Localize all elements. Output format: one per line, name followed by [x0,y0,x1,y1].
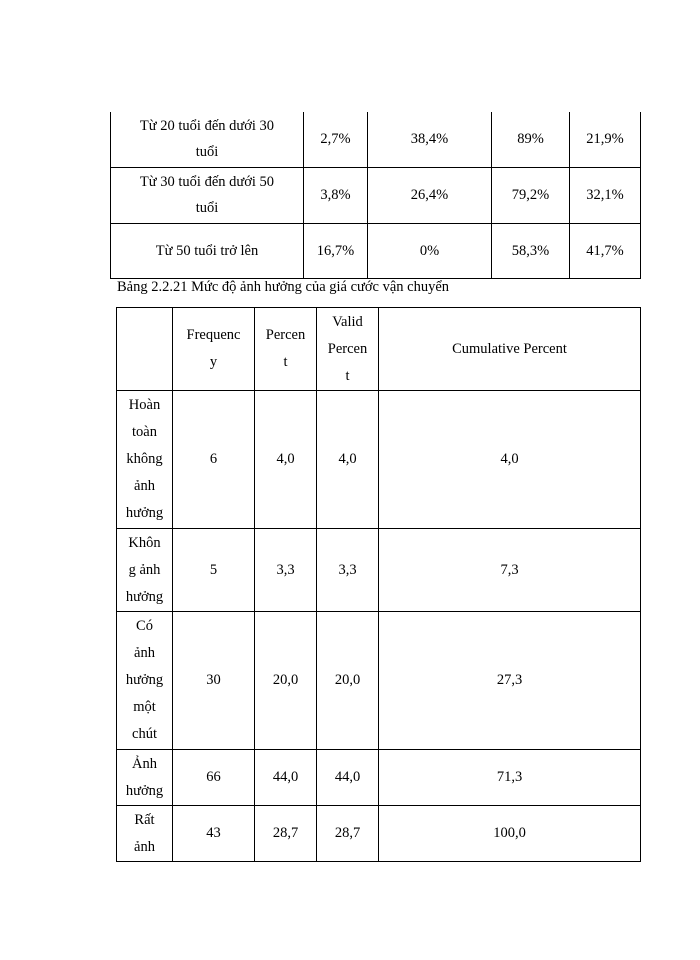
table-row [117,529,641,612]
table-cell: 3,3 [255,529,317,612]
table-cell: 0% [368,223,492,278]
table-cell: 21,9% [570,112,641,167]
table-cell: 5 [173,529,255,612]
table-cell: 30 [173,612,255,750]
table-row [117,750,641,806]
table-cell: 4,0 [379,391,641,529]
table-row [117,612,641,750]
table-header-row [117,308,641,391]
table-cell: 44,0 [255,750,317,806]
table-cell: 41,7% [570,223,641,278]
table-cell: 58,3% [492,223,570,278]
table-cell: 28,7 [317,806,379,862]
table-cell: 4,0 [255,391,317,529]
header-cumulative-percent: Cumulative Percent [379,308,641,391]
table-cell: 4,0 [317,391,379,529]
table-cell: 3,3 [317,529,379,612]
table-caption: Bảng 2.2.21 Mức độ ảnh hưởng của giá cước vận chuyển [117,279,450,295]
table-cell: 27,3 [379,612,641,750]
table-cell: 71,3 [379,750,641,806]
row-label: Từ 30 tuổi đến dưới 50 tuổi [111,167,304,223]
table-cell: 20,0 [255,612,317,750]
row-label: Ảnh hưởng [117,750,173,806]
table-cell: 38,4% [368,112,492,167]
table-cell: 26,4% [368,167,492,223]
header-empty-cell [117,308,173,391]
table-cell: 66 [173,750,255,806]
row-label: Hoàn toàn không ảnh hưởng [117,391,173,529]
row-label: Có ảnh hưởng một chút [117,612,173,750]
header-valid-percent: Valid Percen t [317,308,379,391]
row-label: Từ 50 tuổi trở lên [111,223,304,278]
table-cell: 20,0 [317,612,379,750]
table-row [117,391,641,529]
table-row [111,223,641,278]
table-row [111,112,641,167]
table-cell: 89% [492,112,570,167]
freight-impact-table [116,307,641,862]
table-cell: 7,3 [379,529,641,612]
table-cell: 44,0 [317,750,379,806]
table-cell: 79,2% [492,167,570,223]
table-cell: 6 [173,391,255,529]
table-cell: 100,0 [379,806,641,862]
age-breakdown-table [110,112,641,279]
header-frequency: Frequenc y [173,308,255,391]
table-cell: 3,8% [304,167,368,223]
row-label: Khôn g ảnh hưởng [117,529,173,612]
table-cell: 28,7 [255,806,317,862]
table-row [111,167,641,223]
row-label: Từ 20 tuổi đến dưới 30 tuổi [111,112,304,167]
table-cell: 2,7% [304,112,368,167]
table-cell: 43 [173,806,255,862]
row-label: Rất ảnh [117,806,173,862]
table-cell: 32,1% [570,167,641,223]
table-cell: 16,7% [304,223,368,278]
table-row [117,806,641,862]
header-percent: Percen t [255,308,317,391]
